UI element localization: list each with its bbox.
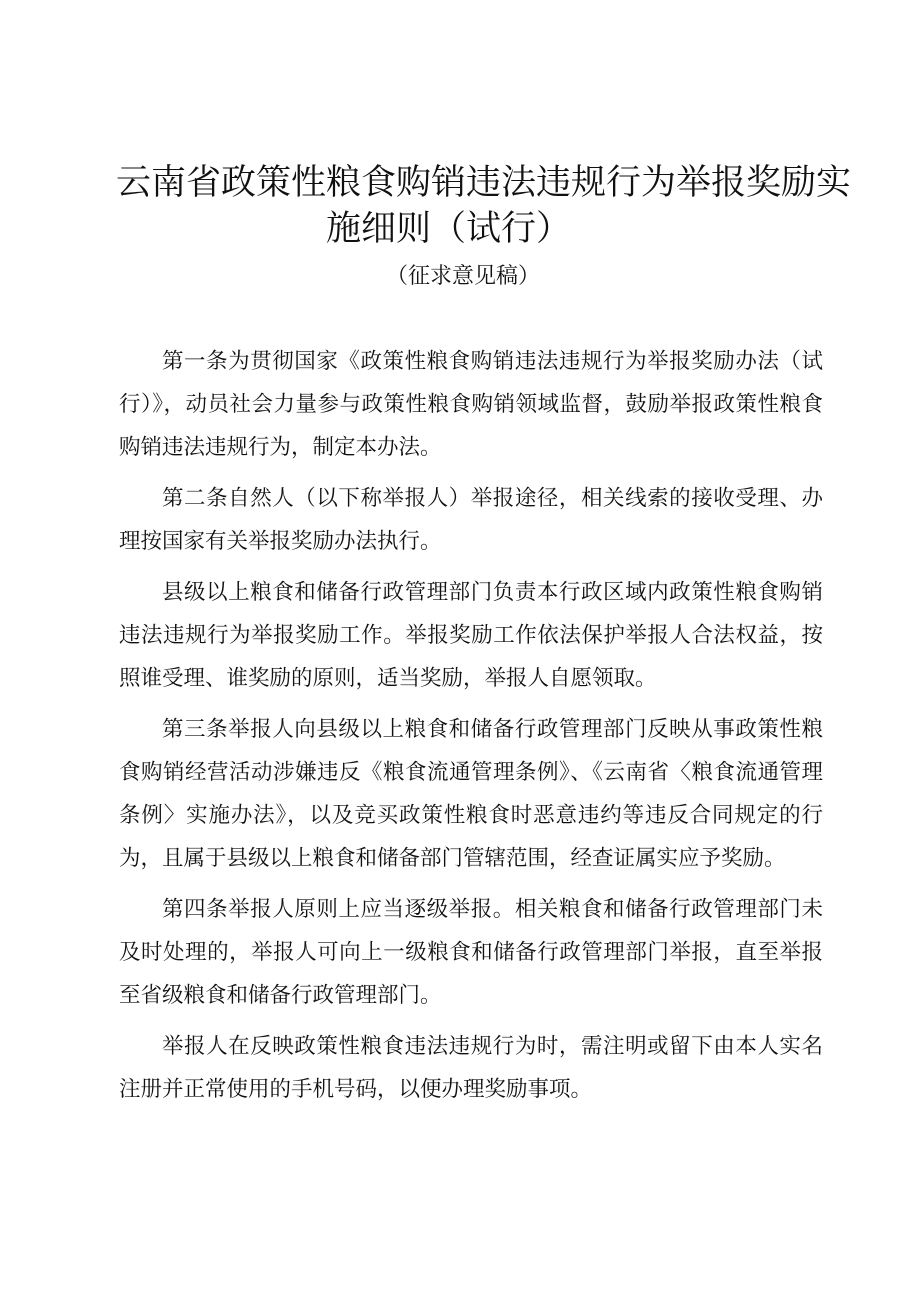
paragraph-article-3: 第三条举报人向县级以上粮食和储备行政管理部门反映从事政策性粮食购销经营活动涉嫌违反《粮食流通管理条例》、《云南省〈粮食流通管理条例〉实施办法》，以及竞买政策性粮食时恶意违约等违反合同规定的行为，且属于县级以上粮食和储备部门管辖范围，经查证属实应予奖励。 xyxy=(119,717,823,871)
paragraph-article-4-cont: 举报人在反映政策性粮食违法违规行为时，需注明或留下由本人实名注册并正常使用的手机号码，以便办理奖励事项。 xyxy=(119,1034,823,1102)
document-title xyxy=(116,160,852,252)
paragraph-article-1: 第一条为贯彻国家《政策性粮食购销违法违规行为举报奖励办法（试行）》，动员社会力量参与政策性粮食购销领域监督，鼓励举报政策性粮食购销违法违规行为，制定本办法。 xyxy=(119,349,823,460)
document-body xyxy=(119,340,823,1119)
title-line-2: 施细则（试行） xyxy=(326,209,572,249)
paragraph-article-4: 第四条举报人原则上应当逐级举报。相关粮食和储备行政管理部门未及时处理的，举报人可向上一级粮食和储备行政管理部门举报，直至举报至省级粮食和储备行政管理部门。 xyxy=(119,897,823,1008)
paragraph-article-2: 第二条自然人（以下称举报人）举报途径，相关线索的接收受理、办理按国家有关举报奖励办法执行。 xyxy=(119,486,823,554)
title-line-1: 云南省政策性粮食购销违法违规行为举报奖励实 xyxy=(116,163,852,203)
document-subtitle: （征求意见稿） xyxy=(386,264,541,289)
paragraph-article-2-cont: 县级以上粮食和储备行政管理部门负责本行政区域内政策性粮食购销违法违规行为举报奖励工作。举报奖励工作依法保护举报人合法权益，按照谁受理、谁奖励的原则，适当奖励，举报人自愿领取。 xyxy=(119,580,823,691)
